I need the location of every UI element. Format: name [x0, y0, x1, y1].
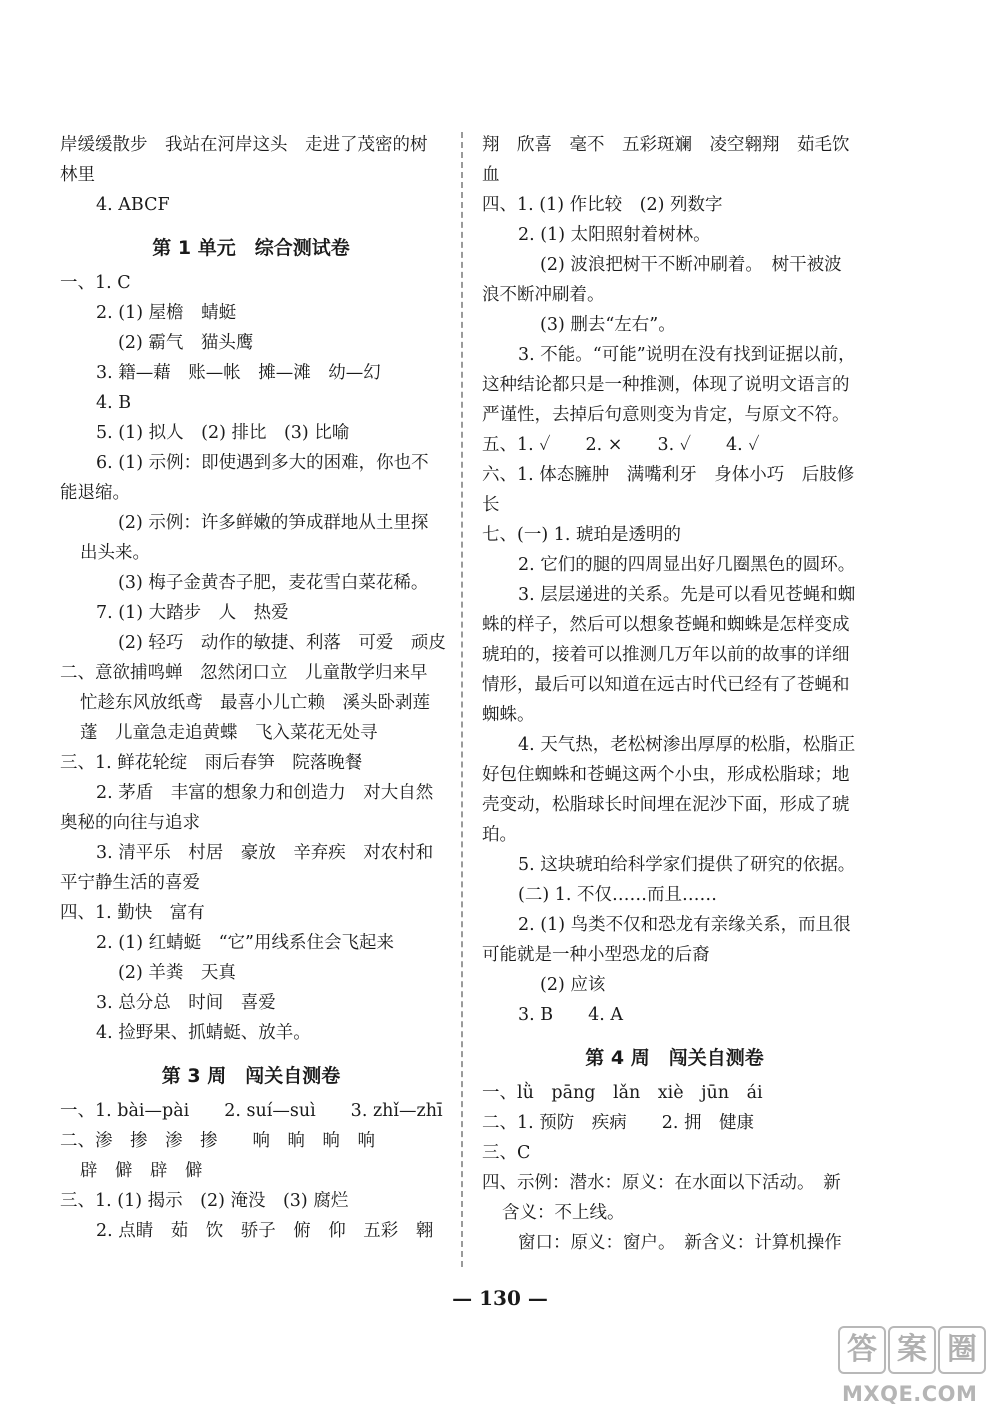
answer-line: 5. 这块琥珀给科学家们提供了研究的依据。 — [518, 855, 856, 875]
answer-line: 3. 总分总 时间 喜爱 — [96, 993, 276, 1013]
answer-line: 林里 — [60, 165, 95, 185]
answer-line: 出头来。 — [80, 543, 150, 563]
answer-line: 三、1. 鲜花轮绽 雨后春笋 院落晚餐 — [60, 753, 363, 773]
answer-line: (2) 示例：许多鲜嫩的笋成群地从土里探 — [118, 513, 429, 533]
answer-line: (2) 霸气 猫头鹰 — [118, 333, 254, 353]
answer-line: (二) 1. 不仅……而且…… — [518, 885, 717, 905]
section-heading: 第 4 周 闯关自测卷 — [585, 1047, 764, 1069]
answer-line: 好包住蜘蛛和苍蝇这两个小虫，形成松脂球；地 — [482, 765, 850, 785]
watermark-char: 案 — [888, 1326, 936, 1374]
answer-line: (2) 羊粪 天真 — [118, 963, 236, 983]
answer-line: 忙趁东风放纸鸢 最喜小儿亡赖 溪头卧剥莲 — [80, 693, 430, 713]
answer-line: 四、示例：潜水：原义：在水面以下活动。 新 — [482, 1173, 841, 1193]
answer-line: 翔 欣喜 毫不 五彩斑斓 凌空翱翔 茹毛饮 — [482, 135, 850, 155]
answer-line: 蜘蛛。 — [482, 705, 535, 725]
answer-line: (2) 应该 — [540, 975, 606, 995]
answer-line: 2. 茅盾 丰富的想象力和创造力 对大自然 — [96, 783, 434, 803]
section-heading: 第 3 周 闯关自测卷 — [161, 1065, 341, 1087]
answer-line: 浪不断冲刷着。 — [482, 285, 605, 305]
answer-line: 二、意欲捕鸣蝉 忽然闭口立 儿童散学归来早 — [60, 663, 428, 683]
watermark-logo — [838, 1320, 988, 1412]
answer-line: 四、1. (1) 作比较 (2) 列数字 — [482, 195, 723, 215]
answer-line: (2) 轻巧 动作的敏捷、利落 可爱 顽皮 — [118, 633, 446, 653]
answer-line: 情形，最后可以知道在远古时代已经有了苍蝇和 — [482, 675, 850, 695]
answer-line: 二、渗 掺 渗 掺 响 晌 晌 响 — [60, 1131, 375, 1151]
section-heading: 第 1 单元 综合测试卷 — [152, 237, 350, 259]
answer-line: 平宁静生活的喜爱 — [60, 873, 200, 893]
answer-line: (3) 删去“左右”。 — [540, 315, 676, 335]
answer-line: 3. 层层递进的关系。先是可以看见苍蝇和蜘 — [518, 585, 856, 605]
answer-line: 可能就是一种小型恐龙的后裔 — [482, 945, 710, 965]
answer-line: 3. 清平乐 村居 豪放 辛弃疾 对农村和 — [96, 843, 434, 863]
answer-line: 五、1. ✓ 2. × 3. ✓ 4. ✓ — [482, 435, 760, 455]
answer-line: 三、1. (1) 揭示 (2) 淹没 (3) 腐烂 — [60, 1191, 349, 1211]
watermark-url: MXQE.COM — [842, 1382, 978, 1406]
answer-line: 7. (1) 大踏步 人 热爱 — [96, 603, 289, 623]
answer-line: 六、1. 体态臃肿 满嘴利牙 身体小巧 后肢修 — [482, 465, 855, 485]
page-number: — 130 — — [452, 1286, 548, 1310]
answer-line: 能退缩。 — [60, 483, 130, 503]
right-column — [482, 130, 867, 1258]
answer-line: 奥秘的向往与追求 — [60, 813, 200, 833]
answer-line: 壳变动，松脂球长时间埋在泥沙下面，形成了琥 — [482, 795, 850, 815]
answer-line: 4. ABCF — [96, 195, 170, 215]
answer-line: 琥珀的，接着可以推测几万年以前的故事的详细 — [482, 645, 850, 665]
answer-line: 珀。 — [482, 825, 517, 845]
answer-line: 4. 天气热，老松树渗出厚厚的松脂，松脂正 — [518, 735, 856, 755]
answer-line: 2. (1) 红蜻蜓 “它”用线系住会飞起来 — [96, 933, 395, 953]
answer-line: 长 — [482, 495, 500, 515]
answer-line: (3) 梅子金黄杏子肥，麦花雪白菜花稀。 — [118, 573, 429, 593]
left-column — [60, 130, 446, 1246]
answer-line: 蓬 儿童急走追黄蝶 飞入菜花无处寻 — [80, 723, 378, 743]
answer-line: 4. B — [96, 393, 132, 413]
answer-line: 2. (1) 屋檐 蜻蜓 — [96, 303, 237, 323]
answer-line: 2. (1) 太阳照射着树林。 — [518, 225, 711, 245]
answer-line: 2. 它们的腿的四周显出好几圈黑色的圆环。 — [518, 555, 856, 575]
answer-line: 一、1. bài—pài 2. suí—suì 3. zhǐ—zhī — [60, 1101, 443, 1121]
answer-line: 蛛的样子，然后可以想象苍蝇和蜘蛛是怎样变成 — [482, 615, 850, 635]
answer-line: 岸缓缓散步 我站在河岸这头 走进了茂密的树 — [60, 135, 428, 155]
answer-line: 含义：不上线。 — [502, 1203, 625, 1223]
answer-line: 三、C — [482, 1143, 531, 1163]
answer-line: 七、(一) 1. 琥珀是透明的 — [482, 525, 681, 545]
answer-line: 严谨性，去掉后句意则变为肯定，与原文不符。 — [482, 405, 850, 425]
answer-line: 2. (1) 鸟类不仅和恐龙有亲缘关系，而且很 — [518, 915, 851, 935]
answer-line: 一、lǜ pāng lǎn xiè jūn ái — [482, 1083, 763, 1103]
answer-line: 二、1. 预防 疾病 2. 拥 健康 — [482, 1113, 755, 1133]
watermark-char: 圈 — [938, 1326, 986, 1374]
answer-line: (2) 波浪把树干不断冲刷着。 树干被波 — [540, 255, 842, 275]
answer-line: 4. 捡野果、抓蜻蜓、放羊。 — [96, 1023, 311, 1043]
answer-line: 3. 不能。“可能”说明在没有找到证据以前， — [518, 345, 856, 365]
answer-line: 3. B 4. A — [518, 1005, 624, 1025]
answer-line: 5. (1) 拟人 (2) 排比 (3) 比喻 — [96, 423, 350, 443]
answer-line: 辟 僻 辟 僻 — [80, 1161, 203, 1181]
answer-line: 3. 籍—藉 账—帐 摊—滩 幼—幻 — [96, 363, 381, 383]
answer-line: 四、1. 勤快 富有 — [60, 903, 205, 923]
column-divider — [461, 132, 463, 1267]
answer-line: 血 — [482, 165, 500, 185]
answer-line: 这种结论都只是一种推测，体现了说明文语言的 — [482, 375, 850, 395]
answer-line: 6. (1) 示例：即使遇到多大的困难，你也不 — [96, 453, 429, 473]
answer-line: 2. 点睛 茹 饮 骄子 俯 仰 五彩 翱 — [96, 1221, 434, 1241]
answer-line: 一、1. C — [60, 273, 131, 293]
watermark-char: 答 — [838, 1326, 886, 1374]
answer-line: 窗口：原义：窗户。 新含义：计算机操作 — [518, 1233, 842, 1253]
